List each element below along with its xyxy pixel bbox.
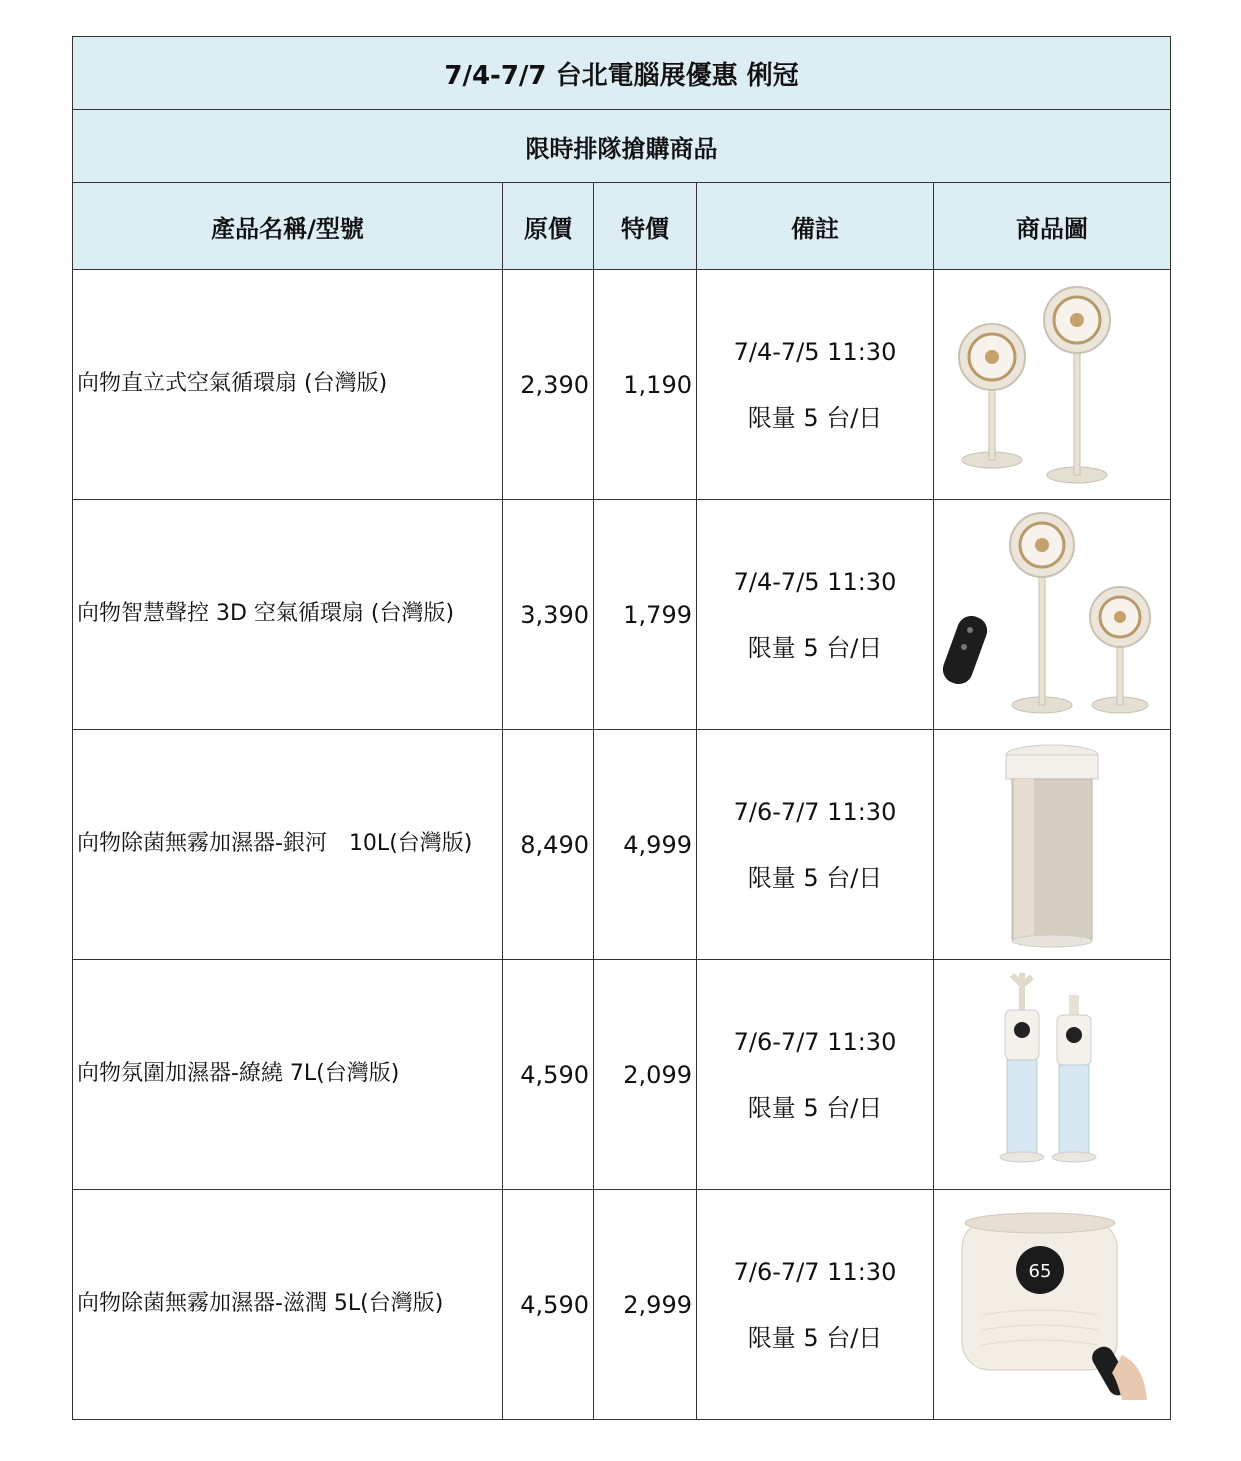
column-header-row <box>73 183 1171 270</box>
sale-date: 7/4-7/5 11:30 <box>733 337 897 366</box>
special-price: 2,099 <box>594 960 697 1190</box>
fan-small <box>959 324 1025 468</box>
fan-tall <box>1044 287 1110 483</box>
orig-price: 4,590 <box>503 1190 594 1420</box>
table-row <box>73 500 1171 730</box>
remote-in-hand <box>1088 1342 1147 1399</box>
standing-fan-image <box>952 275 1152 495</box>
note-cell <box>697 960 934 1190</box>
quantity-limit: 限量 5 台/日 <box>747 633 883 662</box>
product-name: 向物智慧聲控 3D 空氣循環扇 (台灣版) <box>73 500 503 730</box>
moisture-humidifier-image <box>952 1205 1152 1405</box>
fan-small <box>1090 587 1150 713</box>
promo-subtitle: 限時排隊搶購商品 <box>73 110 1171 183</box>
table-row <box>73 1190 1171 1420</box>
product-image-cell <box>934 960 1171 1190</box>
product-image-cell <box>934 270 1171 500</box>
special-price: 1,190 <box>594 270 697 500</box>
table-row <box>73 270 1171 500</box>
col-header-name: 產品名稱/型號 <box>73 183 503 270</box>
humidifier-right <box>1052 995 1096 1162</box>
special-price: 4,999 <box>594 730 697 960</box>
sale-date: 7/6-7/7 11:30 <box>733 797 897 826</box>
col-header-image: 商品圖 <box>934 183 1171 270</box>
product-name: 向物除菌無霧加濕器-銀河 10L(台灣版) <box>73 730 503 960</box>
sale-date: 7/4-7/5 11:30 <box>733 567 897 596</box>
note-cell <box>697 730 934 960</box>
product-name: 向物氛圍加濕器-繚繞 7L(台灣版) <box>73 960 503 1190</box>
product-name: 向物除菌無霧加濕器-滋潤 5L(台灣版) <box>73 1190 503 1420</box>
note-cell <box>697 1190 934 1420</box>
product-image-cell <box>934 730 1171 960</box>
quantity-limit: 限量 5 台/日 <box>747 1093 883 1122</box>
galaxy-humidifier-image <box>992 735 1112 955</box>
note-cell <box>697 270 934 500</box>
orig-price: 4,590 <box>503 960 594 1190</box>
quantity-limit: 限量 5 台/日 <box>747 403 883 432</box>
col-header-special-price: 特價 <box>594 183 697 270</box>
table-row <box>73 960 1171 1190</box>
sale-date: 7/6-7/7 11:30 <box>733 1027 897 1056</box>
remote-control <box>942 611 991 687</box>
special-price: 2,999 <box>594 1190 697 1420</box>
product-image-cell <box>934 500 1171 730</box>
orig-price: 8,490 <box>503 730 594 960</box>
special-price: 1,799 <box>594 500 697 730</box>
orig-price: 2,390 <box>503 270 594 500</box>
voice-fan-image <box>942 505 1162 725</box>
promo-title: 7/4-7/7 台北電腦展優惠 俐冠 <box>73 37 1171 110</box>
quantity-limit: 限量 5 台/日 <box>747 863 883 892</box>
promo-table <box>72 36 1171 1420</box>
product-name: 向物直立式空氣循環扇 (台灣版) <box>73 270 503 500</box>
sale-date: 7/6-7/7 11:30 <box>733 1257 897 1286</box>
product-image-cell <box>934 1190 1171 1420</box>
orig-price: 3,390 <box>503 500 594 730</box>
humidifier-left <box>1000 973 1044 1162</box>
note-cell <box>697 500 934 730</box>
col-header-note: 備註 <box>697 183 934 270</box>
fan-tall <box>1010 513 1074 713</box>
lcd-value: 65 <box>1028 1260 1052 1282</box>
col-header-orig-price: 原價 <box>503 183 594 270</box>
quantity-limit: 限量 5 台/日 <box>747 1323 883 1352</box>
table-row <box>73 730 1171 960</box>
ambient-humidifier-image <box>987 965 1117 1185</box>
